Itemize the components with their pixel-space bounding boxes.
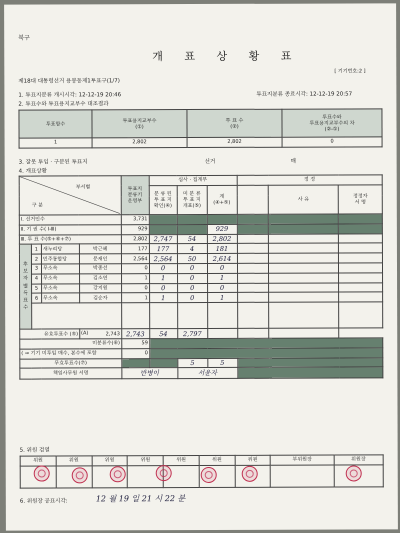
district-label: 북구	[18, 34, 30, 42]
announcement-time: 12 월 19 일 21 시 22 분	[95, 494, 186, 504]
member-title: 위원	[92, 456, 128, 466]
candidate-party: 무소속	[41, 274, 79, 284]
machine-note-count: 0	[121, 348, 149, 358]
candidate-side-label: 후 보 자 별 득 표 수	[19, 244, 31, 329]
candidate-machine: 177	[121, 244, 149, 254]
candidate-name: 문재인	[79, 254, 121, 264]
section-3-election: 선거	[204, 158, 216, 165]
row-votes-sum: 2,802	[207, 234, 237, 244]
candidate-no: 1	[31, 244, 41, 254]
valid-votes-sum: 2,797	[177, 329, 207, 339]
candidate-classified: 177	[149, 244, 177, 254]
candidate-machine: 0	[121, 264, 149, 274]
ballot-box-count: 1	[19, 138, 92, 148]
signer-header: 정정자 서 명	[338, 185, 382, 214]
row-electorate-count: 3,731	[121, 215, 149, 225]
seal-stamp	[242, 466, 258, 482]
seal-stamp	[34, 466, 50, 482]
candidate-no: 3	[31, 264, 41, 274]
candidate-classified: 0	[149, 283, 177, 293]
valid-votes-unclassified: 54	[149, 329, 177, 339]
valid-votes-label: 유효투표수 (⑤)	[20, 329, 80, 339]
section-4-label: 4. 개표상황	[18, 168, 47, 175]
page-title: 개 표 상 황 표	[152, 49, 301, 64]
candidate-sum: 181	[207, 244, 237, 254]
row-votes-unclassified: 54	[177, 234, 207, 244]
section-3-count-unit: 매	[290, 158, 296, 165]
review-header: 심사 · 집계부	[149, 175, 237, 185]
candidate-classified: 1	[149, 273, 177, 283]
candidate-party: 무소속	[41, 264, 79, 274]
member-title: 위원	[235, 455, 271, 465]
candidate-machine: 1	[121, 293, 149, 303]
seal-stamp	[201, 467, 217, 483]
division-header: 부서별	[75, 184, 91, 191]
candidate-unclassified: 0	[177, 263, 207, 273]
candidate-classified: 2,564	[149, 254, 177, 264]
difference-count: 0	[282, 137, 382, 147]
votes-header: 투 표 수 (②)	[187, 109, 282, 137]
seal-stamp	[346, 465, 362, 481]
reason-header: 사 유	[269, 185, 339, 214]
row-abstain-hw: 929	[207, 224, 237, 234]
tally-sheet	[4, 3, 398, 530]
seal-stamp	[156, 465, 172, 481]
classified-header: 분 류 된 투 표 지 확인(④)	[149, 185, 177, 214]
unclassified-header: 미 분 류 투 표 지 개표(⑤)	[177, 185, 207, 214]
section-5-label: 5. 위원 검열	[19, 447, 50, 454]
candidate-sum: 1	[207, 293, 237, 303]
machine-header: 투표지 분류기 운영부	[121, 176, 149, 215]
member-title: 위원장	[334, 455, 384, 465]
candidate-sum: 0	[207, 283, 237, 293]
candidate-party: 무소속	[41, 284, 79, 294]
section-3-label: 3. 잘못 투입 · 구분된 투표지	[18, 159, 88, 166]
candidate-sum: 2,614	[207, 254, 237, 264]
seal-stamp	[110, 466, 126, 482]
member-title: 부위원장	[271, 455, 334, 465]
candidate-no: 5	[32, 284, 42, 294]
candidate-sum: 0	[207, 263, 237, 273]
difference-header: 투표수와 투표용지교부수의 차 (②-①)	[282, 109, 382, 137]
row-votes-label: Ⅲ. 투 표 수(⑤+⑥+⑦)	[19, 234, 121, 244]
candidate-classified: 1	[149, 293, 177, 303]
issued-count: 2,802	[92, 138, 187, 148]
candidate-party: 새누리당	[41, 244, 79, 254]
issued-header: 투표용지교부수 (①)	[92, 110, 187, 138]
signer-hw-2: 서윤자	[177, 368, 237, 379]
candidate-name: 김순자	[79, 293, 121, 303]
tally-table	[19, 174, 384, 380]
section-2-label: 2. 투표수와 투표용지교부수 대조결과	[18, 101, 109, 108]
diagonal-line	[20, 176, 120, 214]
valid-votes-classified: 2,743	[121, 329, 149, 339]
valid-votes-machine: (A) 2,743	[81, 330, 120, 337]
candidate-party: 무소속	[42, 293, 80, 303]
candidate-unclassified: 0	[177, 283, 207, 293]
candidate-unclassified: 4	[177, 244, 207, 254]
signer-hw-1: 반병이	[122, 368, 178, 379]
invalid-votes-unclassified: 5	[177, 358, 207, 368]
member-title: 위원	[20, 456, 56, 466]
candidate-party: 민주통합당	[41, 254, 79, 264]
candidate-name: 박종선	[79, 264, 121, 274]
section-6-label: 6. 위원장 공표시각:	[19, 498, 68, 505]
row-electorate-label: Ⅰ. 선거인수	[19, 215, 121, 225]
candidate-no: 4	[31, 274, 41, 284]
tally-corner-header	[19, 176, 121, 215]
invalid-votes-label: 무효투표수(⑦)	[20, 358, 122, 368]
member-title: 위원	[163, 456, 199, 466]
member-title: 위원	[56, 456, 92, 466]
row-abstain-count: 929	[121, 224, 149, 234]
row-votes-count: 2,802	[121, 234, 149, 244]
candidate-unclassified: 0	[177, 293, 207, 303]
candidate-sum: 1	[207, 273, 237, 283]
sum-header: 계 (④+⑤)	[207, 185, 237, 214]
votes-count: 2,802	[187, 137, 282, 147]
ballot-box-count-header: 투표함수	[19, 110, 92, 138]
candidate-unclassified: 0	[177, 273, 207, 283]
candidate-name: 박근혜	[79, 244, 121, 254]
candidate-name: 강지원	[79, 283, 121, 293]
candidate-name: 김소연	[79, 274, 121, 284]
invalid-votes-sum: 5	[207, 358, 237, 368]
row-abstain-label: Ⅱ. 기 권 수( Ⅰ-Ⅲ)	[19, 225, 121, 235]
end-time: 투표지분류 종료시각: 12-12-19 20:57	[256, 91, 353, 98]
form-number: [ 기기번호:2 ]	[334, 68, 366, 75]
correction-header: 정 정	[237, 175, 383, 185]
signer-label: 책임사무원 서명	[20, 368, 122, 379]
candidate-classified: 0	[149, 264, 177, 274]
unclassified-count: 59	[121, 339, 149, 349]
candidate-no: 6	[32, 293, 42, 303]
candidate-unclassified: 50	[177, 254, 207, 264]
machine-note-label: ( ⇒ 기기 미투입 매수, 본수에 포함	[20, 349, 122, 359]
row-votes-classified: 2,747	[149, 234, 177, 244]
candidate-no: 2	[31, 254, 41, 264]
candidate-machine: 2,564	[121, 254, 149, 264]
member-title: 위원	[199, 455, 235, 465]
candidate-machine: 1	[121, 273, 149, 283]
candidate-machine: 0	[121, 283, 149, 293]
category-header: 구 분	[31, 202, 44, 209]
ballot-count-table	[18, 108, 382, 148]
election-name: 제18대 대통령선거 용봉동제1투표구(1/7)	[18, 78, 120, 85]
start-time: 1. 투표지분류 개시시각: 12-12-19 20:46	[18, 92, 122, 99]
unclassified-count-label: 미분류수(⑥)	[20, 339, 122, 349]
seal-stamp	[72, 467, 88, 483]
correction-count-header	[237, 185, 269, 214]
member-title: 위원	[128, 456, 164, 466]
